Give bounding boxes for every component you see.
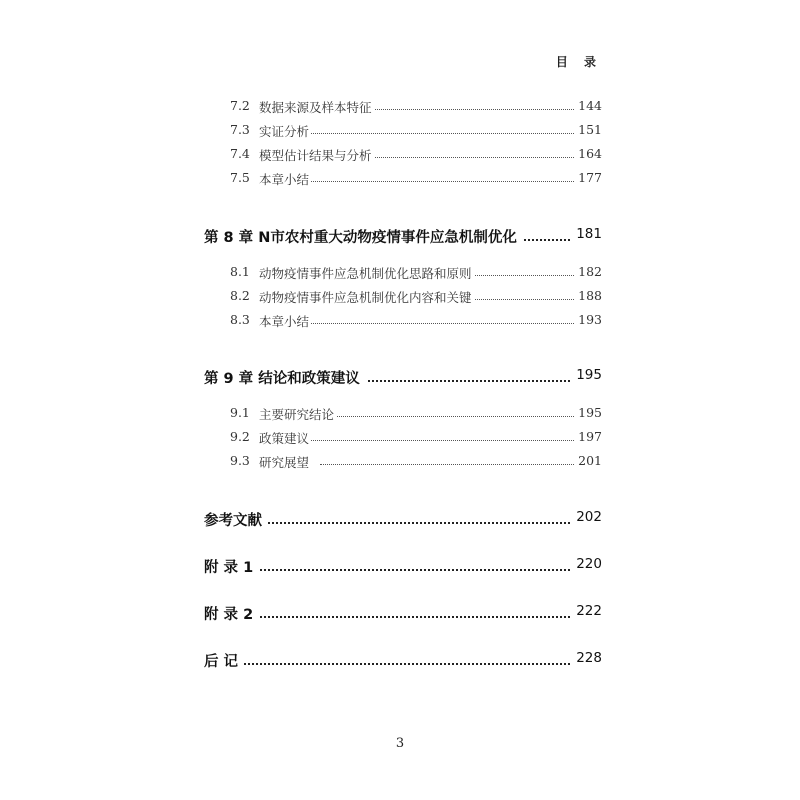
section-number: 7.5 — [230, 170, 250, 185]
section-title: 数据来源及样本特征 — [259, 100, 372, 115]
chapter-title: 第 8 章 N市农村重大动物疫情事件应急机制优化 — [204, 226, 523, 247]
chapter-title: 附 录 1 — [204, 556, 259, 577]
page-header: 目 录 — [555, 55, 602, 69]
section-title: 本章小结 — [259, 314, 310, 329]
chapter-title: 参考文献 — [204, 509, 268, 530]
section-title: 动物疫情事件应急机制优化内容和关键 — [259, 290, 472, 305]
section-number: 7.3 — [230, 122, 250, 137]
page-number: 222 — [572, 603, 602, 619]
page-number: 193 — [575, 312, 602, 327]
chapter-title: 第 9 章 结论和政策建议 — [204, 367, 366, 388]
section-title: 动物疫情事件应急机制优化思路和原则 — [259, 266, 472, 281]
section-number: 8.2 — [230, 288, 250, 303]
section-number: 8.3 — [230, 312, 250, 327]
dot-leader — [320, 464, 598, 465]
page-footer-number: 3 — [395, 736, 405, 751]
dot-leader — [262, 181, 598, 182]
section-title: 模型估计结果与分析 — [259, 148, 372, 163]
page-number: 144 — [575, 98, 602, 113]
section-number: 9.2 — [230, 429, 250, 444]
section-title: 本章小结 — [259, 172, 310, 187]
section-title: 研究展望 — [259, 455, 310, 470]
dot-leader — [262, 323, 598, 324]
section-title: 主要研究结论 — [259, 407, 335, 422]
dot-leader — [215, 663, 598, 665]
page-number: 228 — [572, 650, 602, 666]
section-number: 9.3 — [230, 453, 250, 468]
page-number: 197 — [575, 429, 602, 444]
page-number: 151 — [575, 122, 602, 137]
chapter-title: 后 记 — [204, 650, 244, 671]
section-title: 实证分析 — [259, 124, 310, 139]
dot-leader — [262, 440, 598, 441]
page-number: 181 — [572, 226, 602, 242]
dot-leader — [215, 522, 598, 524]
page-number: 182 — [575, 264, 602, 279]
section-number: 7.4 — [230, 146, 250, 161]
page-number: 220 — [572, 556, 602, 572]
section-number: 9.1 — [230, 405, 250, 420]
page-number: 201 — [575, 453, 602, 468]
section-number: 7.2 — [230, 98, 250, 113]
page-number: 177 — [575, 170, 602, 185]
chapter-title: 附 录 2 — [204, 603, 259, 624]
page-number: 202 — [572, 509, 602, 525]
dot-leader — [215, 569, 598, 571]
page-number: 195 — [575, 405, 602, 420]
dot-leader — [215, 616, 598, 618]
page-number: 195 — [572, 367, 602, 383]
page-number: 188 — [575, 288, 602, 303]
dot-leader — [262, 133, 598, 134]
page-number: 164 — [575, 146, 602, 161]
section-number: 8.1 — [230, 264, 250, 279]
section-title: 政策建议 — [259, 431, 310, 446]
